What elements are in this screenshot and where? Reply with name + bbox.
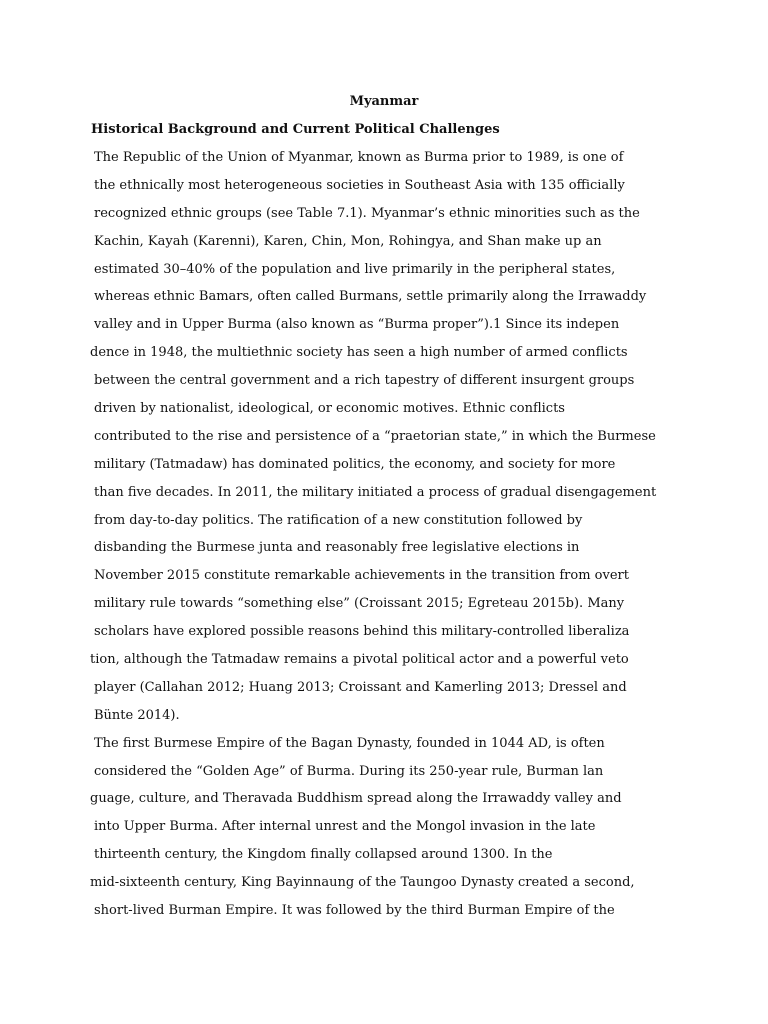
text-line: The first Burmese Empire of the Bagan Dynasty, founded in 1044 AD, is often [94,735,605,751]
section-heading: Historical Background and Current Political Challenges [91,122,500,137]
text-line: tion, although the Tatmadaw remains a pivotal political actor and a powerful veto [90,652,629,668]
text-line: guage, culture, and Theravada Buddhism spread along the Irrawaddy valley and [90,791,622,807]
text-line: contributed to the rise and persistence of a “praetorian state,” in which the Burmese [94,428,656,444]
text-line: driven by nationalist, ideological, or economic motives. Ethnic conflicts [94,401,565,417]
text-line: from day-to-day politics. The ratification of a new constitution followed by [94,512,583,528]
text-line: dence in 1948, the multiethnic society has seen a high number of armed conflicts [90,345,628,361]
text-line: thirteenth century, the Kingdom finally collapsed around 1300. In the [94,847,553,863]
text-line: valley and in Upper Burma (also known as “Burma proper”).1 Since its indepen [94,317,620,333]
text-line: disbanding the Burmese junta and reasonably free legislative elections in [94,540,580,556]
text-line: military (Tatmadaw) has dominated politics, the economy, and society for more [94,456,616,472]
text-line: the ethnically most heterogeneous societies in Southeast Asia with 135 officially [94,177,625,193]
text-line: player (Callahan 2012; Huang 2013; Croissant and Kamerling 2013; Dressel and [94,679,627,695]
text-line: into Upper Burma. After internal unrest and the Mongol invasion in the late [94,819,596,835]
text-line: recognized ethnic groups (see Table 7.1). Myanmar’s ethnic minorities such as the [94,205,640,221]
text-line: Bünte 2014). [94,707,180,723]
text-line: scholars have explored possible reasons behind this military-controlled liberaliza [94,624,630,640]
text-line: November 2015 constitute remarkable achievements in the transition from overt [94,568,629,584]
body-text [0,148,768,929]
text-line: The Republic of the Union of Myanmar, known as Burma prior to 1989, is one of [94,150,624,165]
text-line: considered the “Golden Age” of Burma. During its 250-year rule, Burman lan [94,763,604,779]
document-title: Myanmar [349,94,419,109]
text-line: mid-sixteenth century, King Bayinnaung of the Taungoo Dynasty created a second, [90,875,635,891]
text-line: between the central government and a rich tapestry of different insurgent groups [94,373,635,389]
text-line: whereas ethnic Bamars, often called Burmans, settle primarily along the Irrawaddy [94,289,647,305]
text-line: estimated 30–40% of the population and live primarily in the peripheral states, [94,261,616,277]
text-line: than five decades. In 2011, the military initiated a process of gradual disengagement [94,484,657,500]
text-line: military rule towards “something else” (Croissant 2015; Egreteau 2015b). Many [94,596,625,612]
text-line: short-lived Burman Empire. It was followed by the third Burman Empire of the [94,903,615,919]
text-line: Kachin, Kayah (Karenni), Karen, Chin, Mon, Rohingya, and Shan make up an [94,233,602,249]
